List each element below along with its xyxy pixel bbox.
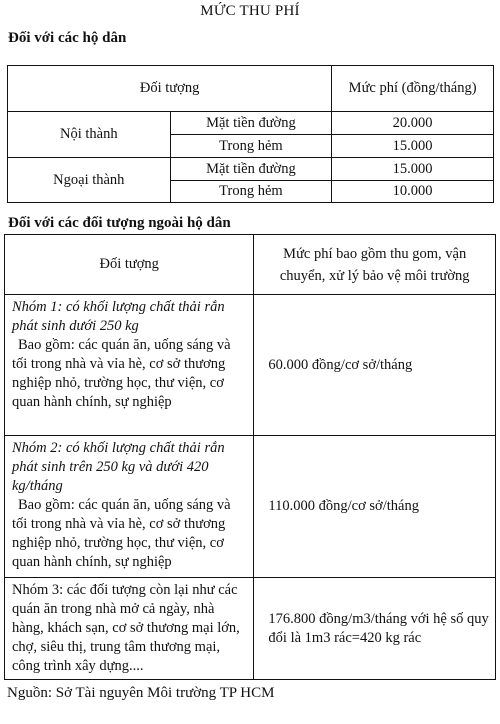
fee-cell: 176.800 đồng/m3/tháng với hệ số quy đổi là 1m3 rác=420 kg rác	[254, 578, 496, 680]
fee-cell: 110.000 đồng/cơ sở/tháng	[254, 436, 496, 578]
non-household-fee-table	[4, 234, 496, 680]
table-row	[5, 578, 496, 680]
section-heading-non-households: Đối với các đối tượng ngoài hộ dân	[8, 215, 231, 231]
table-row	[8, 112, 494, 135]
source-note: Nguồn: Sở Tài nguyên Môi trường TP HCM	[7, 685, 275, 701]
area-cell: Ngoại thành	[8, 158, 171, 203]
fee-cell: 20.000	[332, 112, 494, 135]
table-row	[5, 295, 496, 436]
table-header-row	[8, 66, 494, 112]
section-heading-households: Đối với các hộ dân	[8, 30, 127, 46]
fee-cell: 15.000	[332, 135, 494, 158]
group-title: Nhóm 2: có khối lượng chất thải rắn phát sinh trên 250 kg và dưới 420 kg/tháng	[12, 440, 225, 494]
household-fee-table	[7, 65, 494, 203]
header-subject: Đối tượng	[5, 235, 254, 295]
fee-cell: 15.000	[332, 158, 494, 181]
table-row	[8, 158, 494, 181]
header-subject: Đối tượng	[8, 66, 332, 112]
header-fee: Mức phí bao gồm thu gom, vận chuyển, xử lý bảo vệ môi trường	[254, 235, 496, 295]
group-description: Bao gồm: các quán ăn, uống sáng và tối trong nhà và vỉa hè, cơ sở thương nghiệp nhỏ, trường học, thư viện, cơ quan hành chính, sự nghiệp	[12, 497, 231, 570]
area-cell: Nội thành	[8, 112, 171, 158]
group-cell	[5, 436, 254, 578]
document-title: MỨC THU PHÍ	[200, 3, 300, 19]
location-cell: Mặt tiền đường	[170, 158, 332, 181]
group-title: Nhóm 1: có khối lượng chất thải rắn phát sinh dưới 250 kg	[12, 299, 225, 334]
header-fee: Mức phí (đồng/tháng)	[332, 66, 494, 112]
location-cell: Mặt tiền đường	[170, 112, 332, 135]
table-row	[5, 436, 496, 578]
group-cell	[5, 295, 254, 436]
group-cell	[5, 578, 254, 680]
table-header-row	[5, 235, 496, 295]
location-cell: Trong hẻm	[170, 135, 332, 158]
group-description: Bao gồm: các quán ăn, uống sáng và tối trong nhà và vỉa hè, cơ sở thương nghiệp nhỏ, trường học, thư viện, cơ quan hành chính, sự nghiệp	[12, 337, 231, 410]
fee-cell: 60.000 đồng/cơ sở/tháng	[254, 295, 496, 436]
fee-cell: 10.000	[332, 181, 494, 203]
location-cell: Trong hẻm	[170, 181, 332, 203]
group-description: Nhóm 3: các đối tượng còn lại như các quán ăn trong nhà mở cả ngày, nhà hàng, khách sạn, cơ sở thương mại lớn, chợ, siêu thị, trung tâm thương mại, công trình xây dựng....	[12, 582, 240, 674]
